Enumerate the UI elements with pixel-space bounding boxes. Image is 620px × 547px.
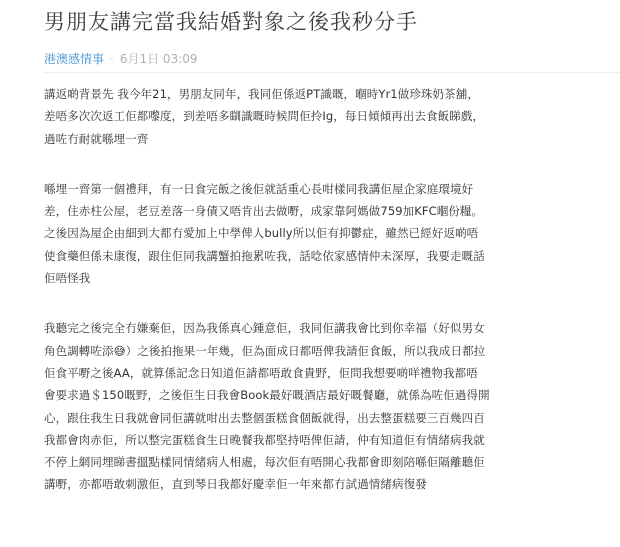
post-date: 6月1日 03:09 xyxy=(119,52,198,66)
divider xyxy=(44,72,620,73)
article-title: 男朋友講完當我結婚對象之後我秒分手 xyxy=(44,10,418,34)
article-body xyxy=(44,83,614,524)
article-paragraph xyxy=(44,83,614,150)
article-meta xyxy=(44,50,198,67)
paragraph-line: 過咗冇耐就喺埋一齊 xyxy=(44,131,149,146)
meta-separator: · xyxy=(110,52,114,66)
paragraph-line: 心，跟住我生日我就會同佢講就咁出去整個蛋糕食個飯就得，出去整蛋糕要三百幾四百 xyxy=(44,410,485,425)
paragraph-line: 佢食平嘢之後AA，就算係記念日知道佢請都唔敢食貴野，佢問我想要啲咩禮物我都唔 xyxy=(44,365,478,380)
paragraph-line: 喺埋一齊第一個禮拜，有一日食完飯之後佢就話重心長咁樣同我講佢屋企家庭環境好 xyxy=(44,181,474,196)
paragraph-line: 講嘢，亦都唔敢刺激佢，直到琴日我都好慶幸佢一年來都冇試過情緒病復發 xyxy=(44,477,427,492)
paragraph-line: 會要求過＄150嘅野，之後佢生日我會Book最好嘅酒店最好嘅餐廳，就係為咗佢過得開 xyxy=(44,388,490,403)
paragraph-line: 角色調轉咗添😅）之後拍拖果一年幾，佢為面成日都唔俾我請佢食飯，所以我成日都拉 xyxy=(44,343,486,358)
paragraph-line: 使食藥但係未康復，跟住佢同我講蟹拍拖累咗我，話唸依家感情仲未深厚，我要走嘅話 xyxy=(44,248,485,263)
paragraph-line: 我都會肉赤佢，所以整完蛋糕食生日晚餐我都堅持唔俾佢請，仲有知道佢有情緒病我就 xyxy=(44,432,485,447)
paragraph-line: 佢唔怪我 xyxy=(44,271,91,286)
paragraph-line: 不停上網同埋睇書搵點樣同情緒病人相處，每次佢有唔開心我都會即刻陪喺佢隔離聽佢 xyxy=(44,455,485,470)
paragraph-line: 我聽完之後完全冇嫌棄佢，因為我係真心鍾意佢，我同佢講我會比到你幸福（好似男女 xyxy=(44,321,485,336)
paragraph-line: 講返啲背景先 我今年21，男朋友同年，我同佢係返PT識嘅，嗰時Yr1做珍珠奶茶舖， xyxy=(44,87,479,101)
source-link[interactable]: 港澳感情事 xyxy=(44,52,105,66)
article-paragraph xyxy=(44,178,614,289)
paragraph-line: 之後因為屋企由細到大都冇愛加上中學俾人bully所以佢有抑鬱症，雖然已經好返啲唔 xyxy=(44,226,479,241)
article-paragraph xyxy=(44,317,614,495)
paragraph-line: 差，住赤柱公屋，老豆差落一身債又唔肯出去做嘢，成家靠阿媽做759加KFC嗰份糧。 xyxy=(44,204,484,219)
paragraph-line: 差唔多次次返工佢都嚟度，到差唔多瞓識嘅時候問佢拎Ig，每日傾傾再出去食飯睇戲， xyxy=(44,109,485,124)
